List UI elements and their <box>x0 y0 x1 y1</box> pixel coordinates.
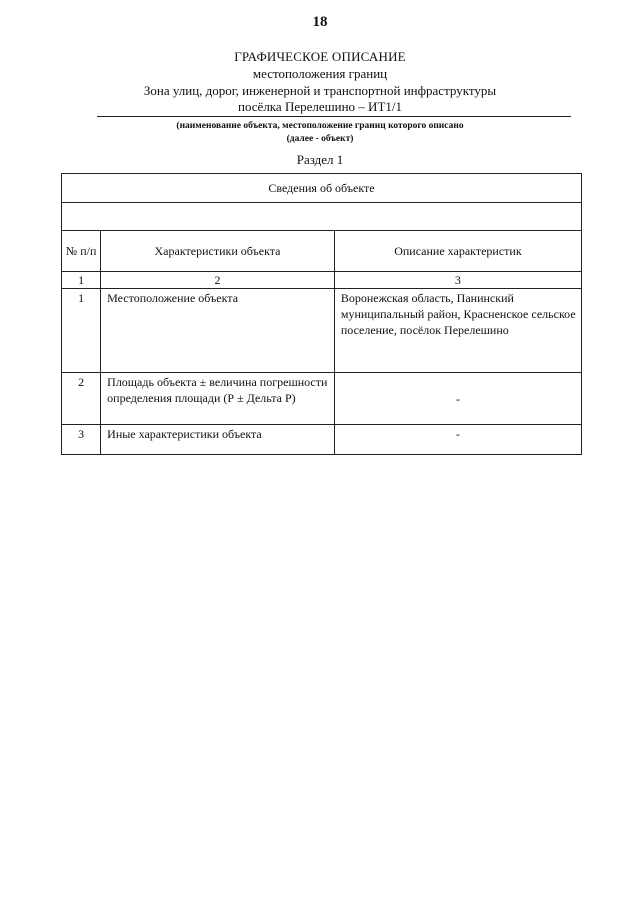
empty-cell <box>62 203 582 231</box>
row-num: 2 <box>62 373 101 425</box>
table-empty-row <box>62 203 582 231</box>
column-number-row <box>62 272 582 289</box>
header-characteristic: Характеристики объекта <box>101 231 335 272</box>
header-line-3: посёлка Перелешино – ИТ1/1 <box>238 99 402 114</box>
row-characteristic: Местоположение объекта <box>101 289 335 373</box>
page-number: 18 <box>312 14 328 30</box>
row-description: - <box>334 373 581 425</box>
table-header-row <box>62 231 582 272</box>
document-header <box>0 48 640 116</box>
object-caption <box>0 120 640 146</box>
section-title: Раздел 1 <box>296 152 344 167</box>
title-underline <box>97 116 571 117</box>
object-info-table <box>61 173 582 455</box>
caption-line-1: (наименование объекта, местоположение границ которого описано <box>176 121 464 131</box>
row-num: 3 <box>62 425 101 455</box>
row-num: 1 <box>62 289 101 373</box>
header-num: № п/п <box>62 231 101 272</box>
row-description: - <box>334 425 581 455</box>
header-line-2: Зона улиц, дорог, инженерной и транспортной инфраструктуры <box>143 82 497 98</box>
table-title: Сведения об объекте <box>62 174 582 203</box>
row-characteristic: Иные характеристики объекта <box>101 425 335 455</box>
caption-line-2: (далее - объект) <box>286 134 354 144</box>
col-number-1: 1 <box>62 272 101 289</box>
row-characteristic: Площадь объекта ± величина погрешности определения площади (Р ± Дельта Р) <box>101 373 335 425</box>
document-title: ГРАФИЧЕСКОЕ ОПИСАНИЕ <box>234 49 406 64</box>
table-row <box>62 373 582 425</box>
header-line-1: местоположения границ <box>252 66 388 81</box>
col-number-2: 2 <box>101 272 335 289</box>
header-description: Описание характеристик <box>334 231 581 272</box>
table-title-row <box>62 174 582 203</box>
col-number-3: 3 <box>334 272 581 289</box>
row-description: Воронежская область, Панинский муниципальный район, Красненское сельское поселение, посёлок Перелешино <box>334 289 581 373</box>
table-row <box>62 425 582 455</box>
table-row <box>62 289 582 373</box>
